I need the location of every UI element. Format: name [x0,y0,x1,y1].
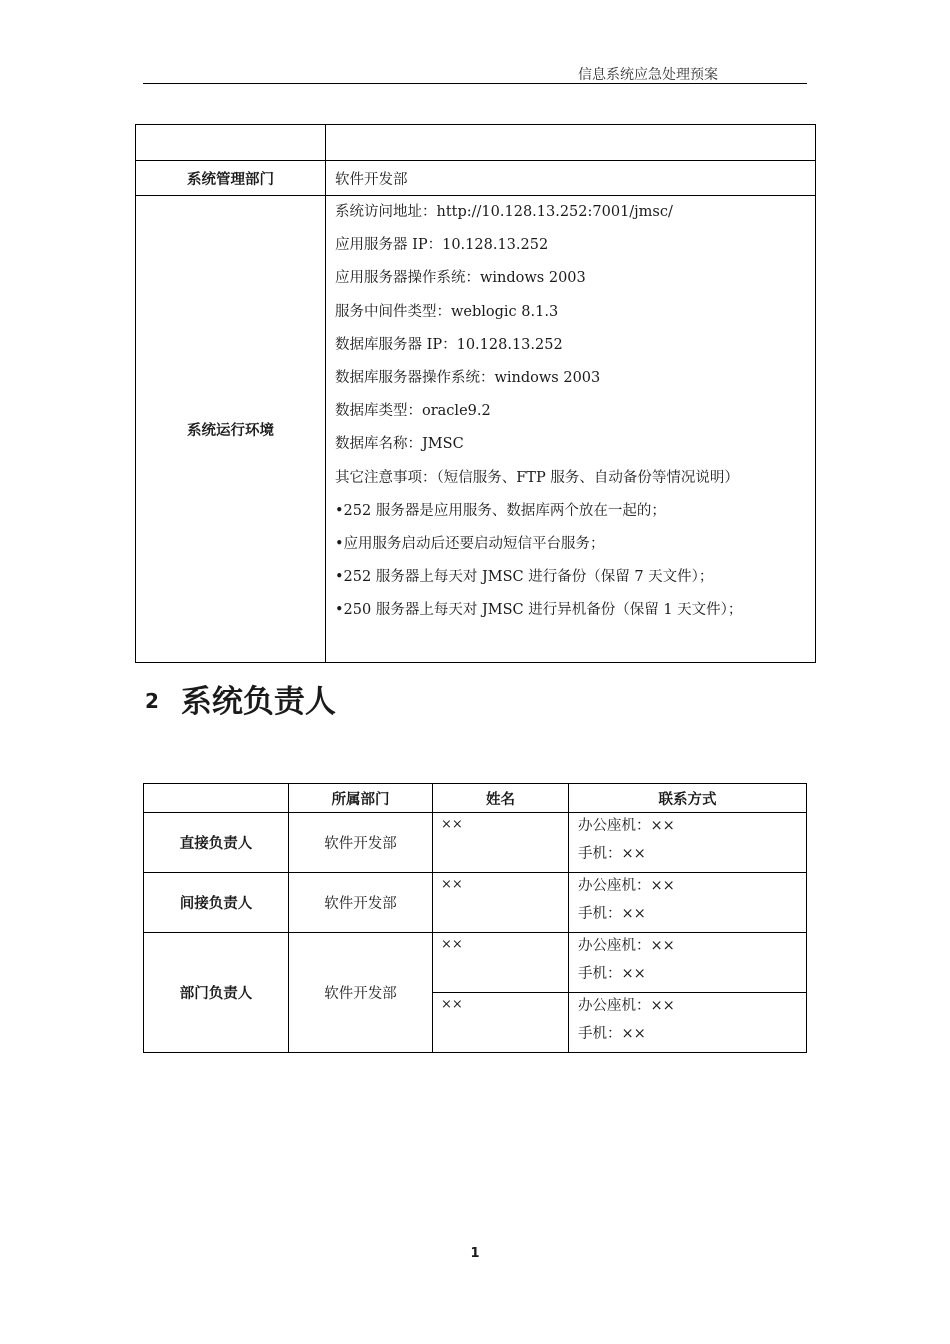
office-phone: 办公座机：×× [578,878,675,894]
mobile-phone: 手机：×× [578,845,646,862]
name-cell: ×× [433,993,569,1053]
env-line-app-server-ip: 应用服务器 IP：10.128.13.252 [335,237,549,254]
env-line-middleware: 服务中间件类型：weblogic 8.1.3 [335,303,559,320]
contacts-table [143,783,807,1053]
header-contact: 联系方式 [569,784,807,813]
blank-key-cell [136,125,326,161]
office-phone: 办公座机：×× [578,998,675,1014]
env-line-app-server-os: 应用服务器操作系统：windows 2003 [335,270,586,287]
management-dept-label: 系统管理部门 [136,161,326,196]
table-row [144,873,807,933]
env-line-db-server-ip: 数据库服务器 IP：10.128.13.252 [335,336,563,353]
table-row [136,161,816,196]
section-heading [145,676,336,721]
env-note-item: •应用服务启动后还要启动短信平台服务； [335,535,605,552]
table-row [136,125,816,161]
env-line-db-name: 数据库名称：JMSC [335,436,464,453]
env-line-db-type: 数据库类型：oracle9.2 [335,403,491,420]
mobile-phone: 手机：×× [578,905,646,922]
environment-label: 系统运行环境 [136,196,326,663]
env-note-item: •252 服务器是应用服务、数据库两个放在一起的； [335,502,666,519]
env-line-notes: 其它注意事项：（短信服务、FTP 服务、自动备份等情况说明） [335,469,739,486]
header-dept: 所属部门 [289,784,433,813]
role-department: 部门负责人 [144,933,289,1053]
system-info-table [135,124,816,663]
management-dept-value: 软件开发部 [326,161,816,196]
section-number: 2 [145,689,159,713]
env-line-access-url: 系统访问地址：http://10.128.13.252:7001/jmsc/ [335,204,673,220]
mobile-phone: 手机：×× [578,1025,646,1042]
name-cell: ×× [433,813,569,873]
page-number: 1 [470,1246,480,1261]
header-blank [144,784,289,813]
env-note-item: •250 服务器上每天对 JMSC 进行异机备份（保留 1 天文件）； [335,602,743,619]
environment-details [326,196,816,663]
section-title: 系统负责人 [180,684,336,720]
blank-value-cell [326,125,816,161]
contact-cell [569,813,807,873]
header-name: 姓名 [433,784,569,813]
table-row [144,933,807,993]
header-title: 信息系统应急处理预案 [578,67,718,83]
role-indirect: 间接负责人 [144,873,289,933]
contact-cell [569,993,807,1053]
mobile-phone: 手机：×× [578,965,646,982]
table-row [144,813,807,873]
table-header-row [144,784,807,813]
dept-cell: 软件开发部 [289,813,433,873]
name-cell: ×× [433,873,569,933]
table-row [136,196,816,663]
env-note-item: •252 服务器上每天对 JMSC 进行备份（保留 7 天文件）； [335,569,714,586]
contact-cell [569,933,807,993]
office-phone: 办公座机：×× [578,938,675,954]
header-rule [143,83,807,84]
dept-cell: 软件开发部 [289,873,433,933]
env-line-db-server-os: 数据库服务器操作系统：windows 2003 [335,369,601,386]
name-cell: ×× [433,933,569,993]
dept-cell: 软件开发部 [289,933,433,1053]
office-phone: 办公座机：×× [578,818,675,834]
role-direct: 直接负责人 [144,813,289,873]
contact-cell [569,873,807,933]
